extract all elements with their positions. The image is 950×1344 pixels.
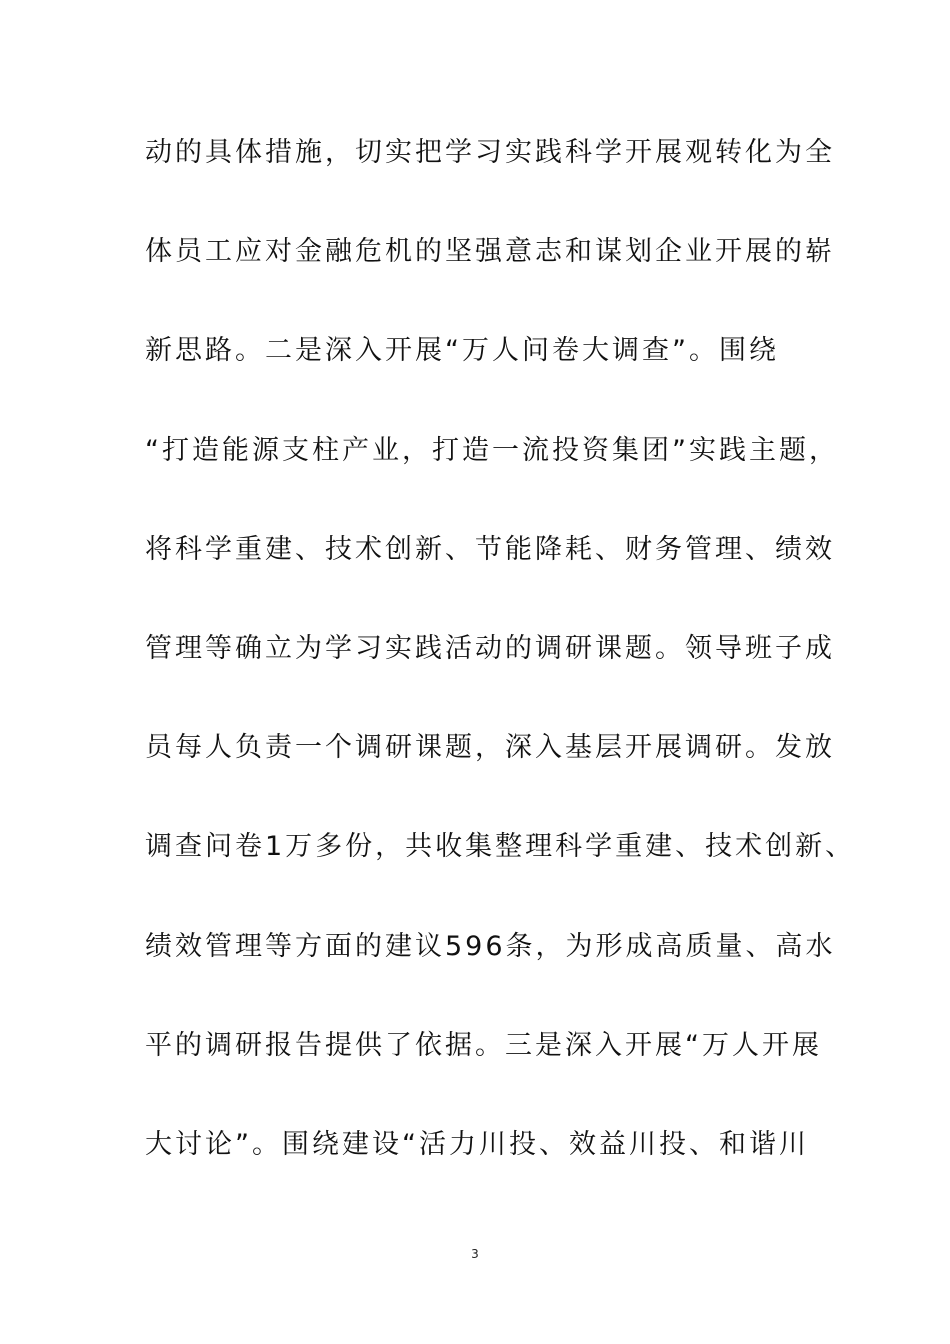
text-line: 新思路。二是深入开展“万人问卷大调查”。围绕 [145,335,779,367]
page-number: 3 [471,1247,479,1261]
text-line: 调查问卷1万多份，共收集整理科学重建、技术创新、 [145,831,856,863]
text-line: 动的具体措施，切实把学习实践科学开展观转化为全 [145,137,835,168]
text-line: 员每人负责一个调研课题，深入基层开展调研。发放 [145,732,835,764]
text-line: 平的调研报告提供了依据。三是深入开展“万人开展 [145,1029,822,1061]
text-line: 管理等确立为学习实践活动的调研课题。领导班子成 [145,632,835,664]
text-line: 绩效管理等方面的建议596条，为形成高质量、高水 [145,930,836,962]
text-line: “打造能源支柱产业，打造一流投资集团”实践主题， [145,434,839,466]
text-line: 将科学重建、技术创新、节能降耗、财务管理、绩效 [145,533,835,565]
text-line: 体员工应对金融危机的坚强意志和谋划企业开展的崭 [145,236,835,268]
body-text [145,128,856,1219]
text-line: 大讨论”。围绕建设“活力川投、效益川投、和谐川 [145,1128,809,1160]
